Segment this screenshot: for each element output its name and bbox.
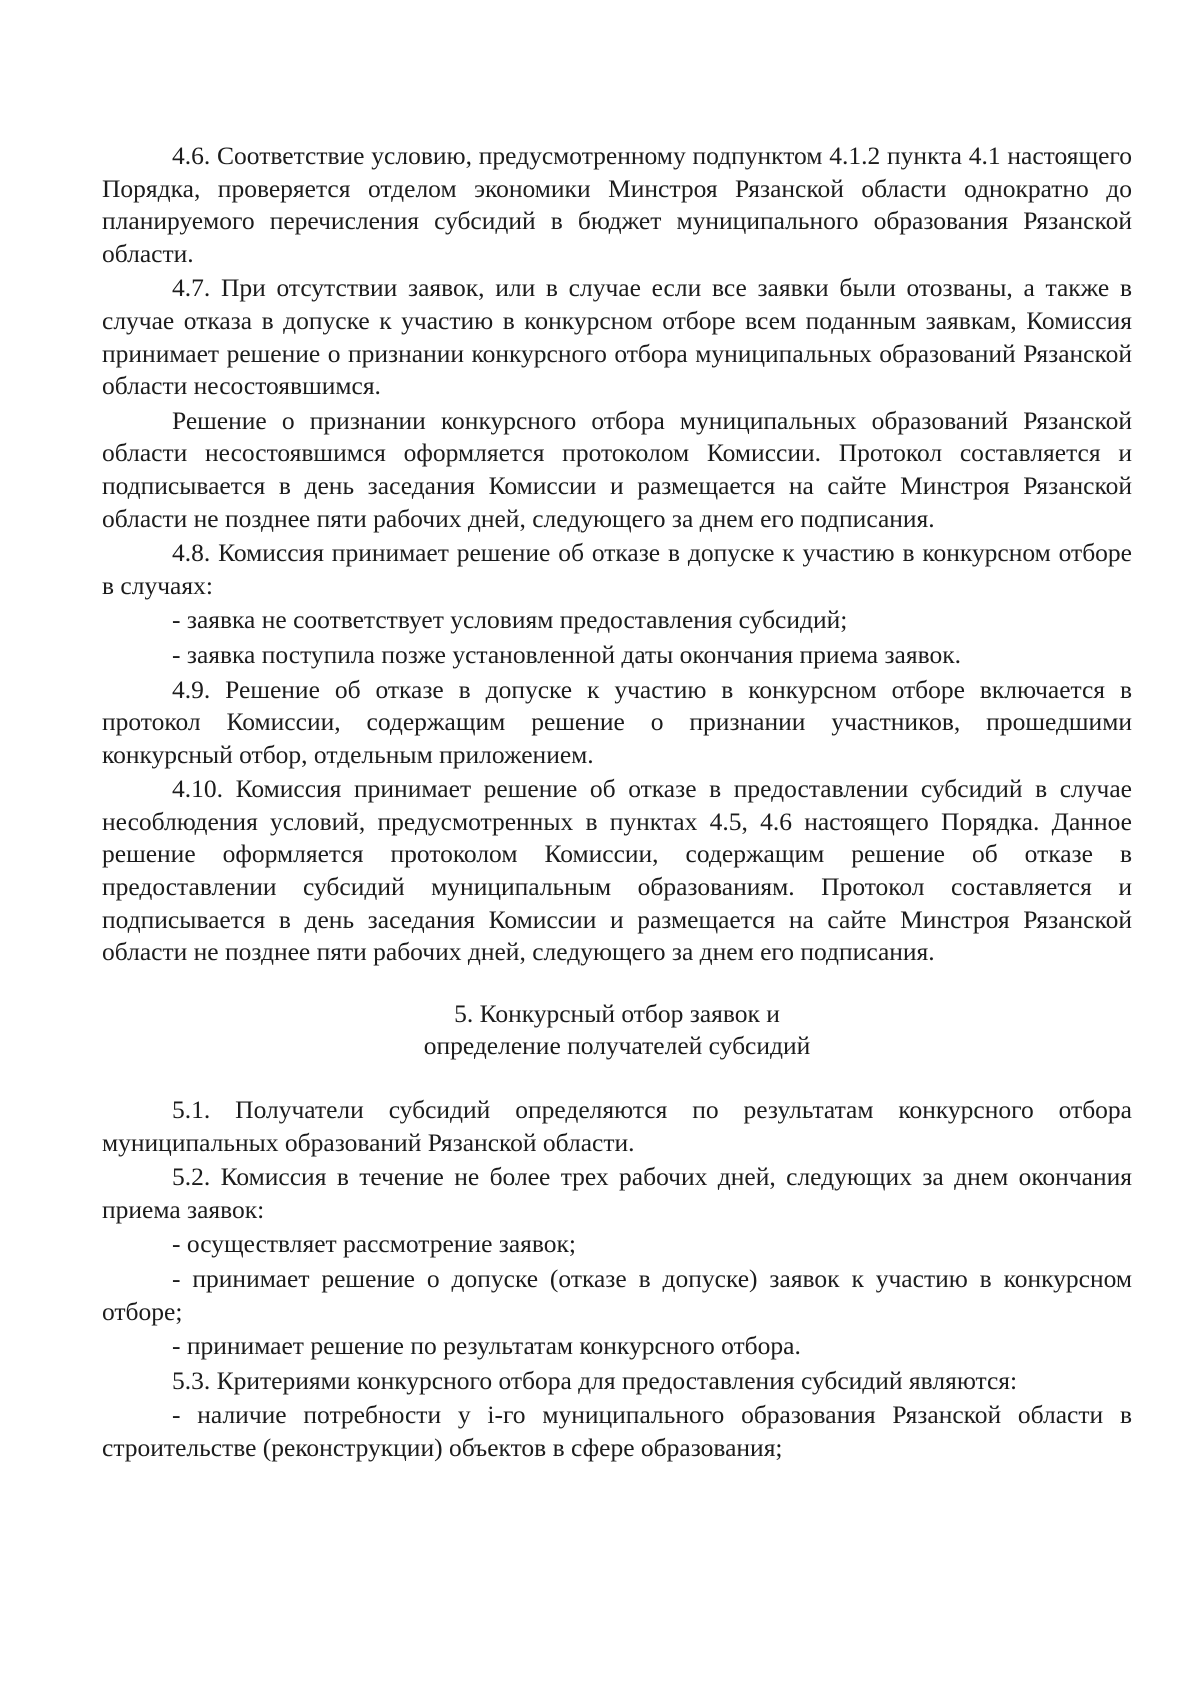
list-item: - принимает решение по результатам конкурсного отбора. <box>172 1331 801 1361</box>
list-item: - заявка поступила позже установленной даты окончания приема заявок. <box>172 639 961 669</box>
document-page <box>102 140 1132 1465</box>
paragraph-4-7: 4.7. При отсутствии заявок, или в случае если все заявки были отозваны, а также в случае отказа в допуске к участию в конкурсном отборе всем поданным заявкам, Комиссия принимает решение о признании конкурсного отбора муниципальных образований Рязанской области несостоявшимся. <box>102 273 1132 401</box>
list-item: - наличие потребности у i-го муниципального образования Рязанской области в строительстве (реконструкции) объектов в сфере образования; <box>102 1400 1132 1462</box>
list-item: - заявка не соответствует условиям предоставления субсидий; <box>172 605 848 635</box>
paragraph-4-7-decision: Решение о признании конкурсного отбора муниципальных образований Рязанской области несостоявшимся оформляется протоколом Комиссии. Протокол составляется и подписывается в день заседания Комиссии и размещается на сайте Минстроя Рязанской области не позднее пяти рабочих дней, следующего за днем его подписания. <box>102 405 1132 533</box>
section-5-heading <box>102 998 1132 1063</box>
heading-line-2: определение получателей субсидий <box>423 1031 811 1061</box>
paragraph-4-6: 4.6. Соответствие условию, предусмотренному подпунктом 4.1.2 пункта 4.1 настоящего Порядка, проверяется отделом экономики Минстроя Рязанской области однократно до планируемого перечисления субсидий в бюджет муниципального образования Рязанской области. <box>102 141 1132 268</box>
paragraph-4-9: 4.9. Решение об отказе в допуске к участию в конкурсном отборе включается в протокол Комиссии, содержащим решение о признании участников, прошедшими конкурсный отбор, отдельным приложением. <box>102 674 1132 769</box>
paragraph-5-1: 5.1. Получатели субсидий определяются по результатам конкурсного отбора муниципальных образований Рязанской области. <box>102 1095 1132 1157</box>
list-item: - осуществляет рассмотрение заявок; <box>172 1229 577 1259</box>
paragraph-5-3: 5.3. Критериями конкурсного отбора для предоставления субсидий являются: <box>172 1365 1018 1395</box>
paragraph-5-2: 5.2. Комиссия в течение не более трех рабочих дней, следующих за днем окончания приема заявок: <box>102 1162 1132 1224</box>
paragraph-4-8: 4.8. Комиссия принимает решение об отказе в допуске к участию в конкурсном отборе в случаях: <box>102 538 1132 600</box>
paragraph-4-10: 4.10. Комиссия принимает решение об отказе в предоставлении субсидий в случае несоблюдения условий, предусмотренных в пунктах 4.5, 4.6 настоящего Порядка. Данное решение оформляется протоколом Комиссии, содержащим решение об отказе в предоставлении субсидий муниципальным образованиям. Протокол составляется и подписывается в день заседания Комиссии и размещается на сайте Минстроя Рязанской области не позднее пяти рабочих дней, следующего за днем его подписания. <box>102 774 1132 967</box>
heading-line-1: 5. Конкурсный отбор заявок и <box>454 998 780 1028</box>
list-item: - принимает решение о допуске (отказе в допуске) заявок к участию в конкурсном отборе; <box>102 1264 1132 1326</box>
